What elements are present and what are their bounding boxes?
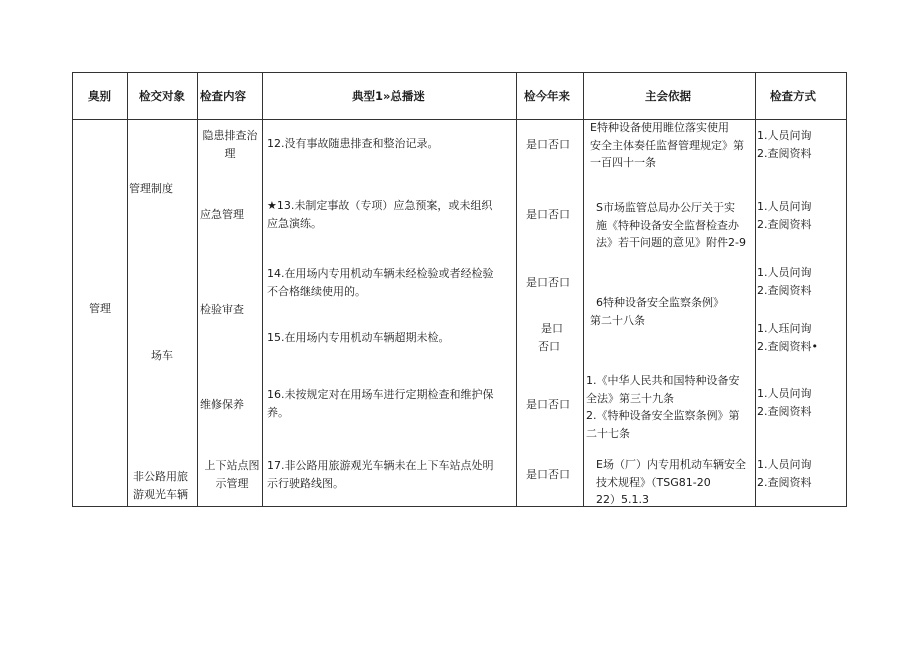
row-12-result: 是口否口 [526,138,570,151]
row-16-method: 1.人员问询 2.查阅资料 [757,387,812,418]
header-basis: 主会依据 [645,89,691,103]
column-divider-0 [72,72,73,507]
table-border-top [72,72,847,73]
row-13-result: 是口否口 [526,208,570,221]
header-object: 检交对象 [139,89,185,103]
row-16-content: 维修保养 [200,398,244,411]
header-result: 检今年来 [524,89,570,103]
object-management-system: 管理制度 [129,182,173,195]
row-17-description: 17.非公路用旅游观光车辆未在上下车站点处明 示行驶路线图。 [267,459,494,490]
row-17-result: 是口否口 [526,468,570,481]
column-divider-2 [197,72,198,507]
row-14-result: 是口否口 [526,276,570,289]
header-category: 臭别 [88,89,111,103]
row-15-result: 是口 否口 [538,322,563,353]
object-yard-vehicle: 场车 [151,349,173,362]
row-17-method: 1.人员问询 2.查阅资料 [757,458,812,489]
row-14-description: 14.在用场内专用机动车辆未经检验或者经检验 不合格继续使用的。 [267,267,494,298]
row-16-description: 16.未按规定对在用场车进行定期检查和维护保 养。 [267,388,494,419]
row-12-description: 12.没有事故随患排查和整治记录。 [267,137,439,150]
row-15-description: 15.在用场内专用机动车辆超期未检。 [267,331,450,344]
column-divider-6 [755,72,756,507]
row-17-basis: E场（厂）内专用机动车辆安全 技术规程》（TSG81-20 22）5.1.3 [596,458,746,506]
row-14-basis: 6特种设备安全监察条例》 第二十八条 [590,296,724,327]
row-13-basis: S市场监管总局办公厅关于实 施《特种设备安全监督检查办 法》若干问题的意见》附件2-9 [596,201,746,249]
column-divider-5 [583,72,584,507]
header-content: 检查内容 [200,89,246,103]
row-15-method: 1.人珏问询 2.查阅资料• [757,322,818,353]
column-divider-1 [127,72,128,507]
header-description: 典型1»总播迷 [352,89,425,103]
row-14-content: 检验审查 [200,303,244,316]
header-method: 检查方式 [770,89,816,103]
object-tour-vehicle: 非公路用旅 游观光车辆 [133,470,188,501]
column-divider-4 [516,72,517,507]
row-16-basis: 1.《中华人民共和国特种设备安 全法》第三十九条 2.《特种设备安全监察条例》第 二十七条 [586,374,740,440]
row-17-content: 上下站点图 示管理 [204,459,260,490]
row-16-result: 是口否口 [526,398,570,411]
row-14-method: 1.人员问询 2.查阅资料 [757,266,812,297]
column-divider-3 [262,72,263,507]
row-13-description: ★13.未制定事故（专项）应急预案，或未组织 应急演练。 [267,199,493,230]
row-12-content: 隐患排查治 理 [202,129,258,160]
row-13-method: 1.人员问询 2.查阅资料 [757,200,812,231]
row-12-basis: E特种设备使用睢位落实使用 安全主体奏任监督管理规定》第 一百四十一条 [590,121,744,169]
row-13-content: 应急管理 [200,208,244,221]
category-label: 管理 [89,302,111,315]
row-12-method: 1.人员问询 2.查阅资料 [757,129,812,160]
column-divider-7 [846,72,847,507]
